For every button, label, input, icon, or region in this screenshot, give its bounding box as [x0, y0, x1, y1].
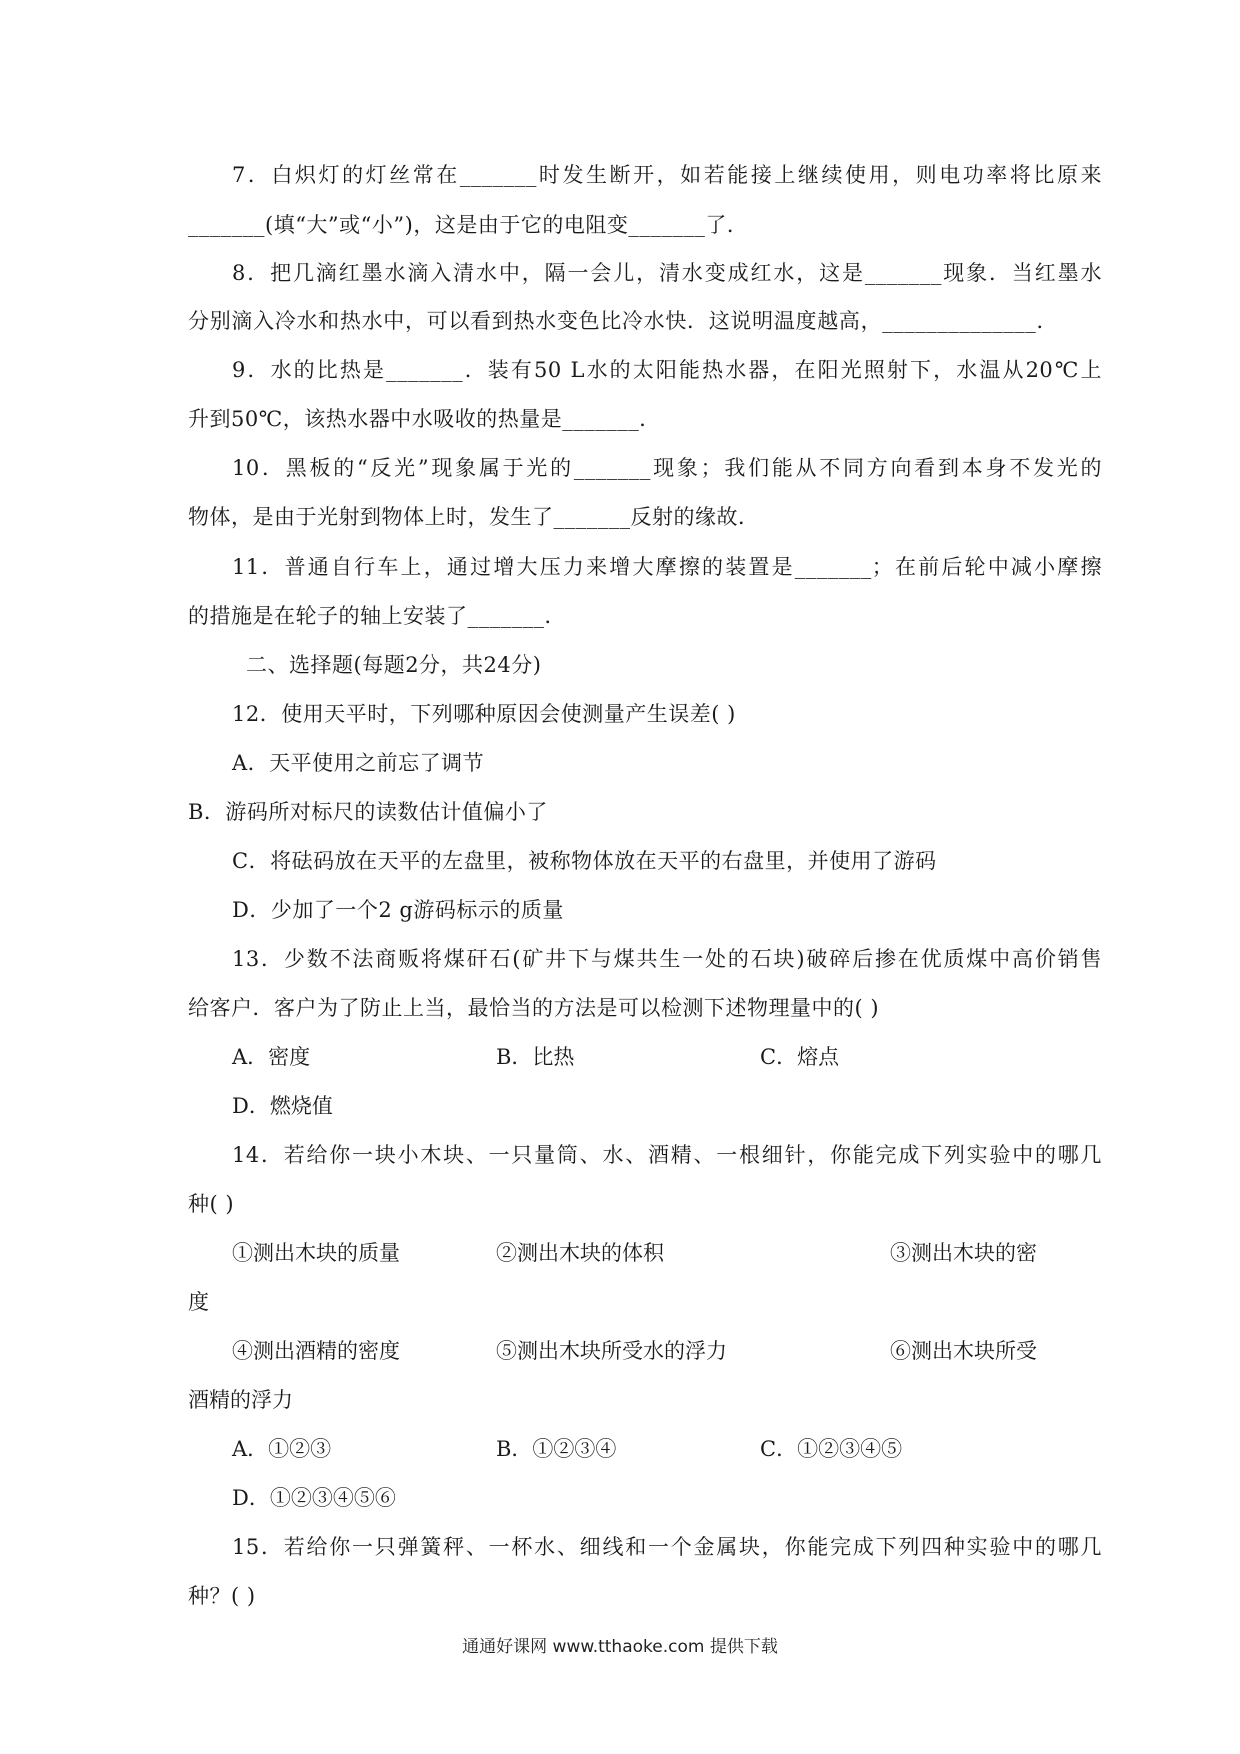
- q14-item-1: ①测出木块的质量: [232, 1241, 400, 1265]
- q13-option-a: A．密度: [232, 1045, 311, 1069]
- page-footer: 通通好课网 www.tthaoke.com 提供下载: [462, 1637, 778, 1657]
- q14-item-6-continued: 酒精的浮力: [188, 1388, 293, 1412]
- q14-item-3: ③测出木块的密: [890, 1241, 1037, 1265]
- q15-line1: 15．若给你一只弹簧秤、一杯水、细线和一个金属块，你能完成下列四种实验中的哪几: [232, 1535, 1102, 1559]
- q13-line2: 给客户．客户为了防止上当，最恰当的方法是可以检测下述物理量中的( ): [188, 996, 880, 1020]
- section-title-multiple-choice: 二、选择题(每题2分，共24分): [246, 653, 542, 677]
- q14-item-5: ⑤测出木块所受水的浮力: [496, 1339, 727, 1363]
- q7-line2: _______(填“大”或“小”)，这是由于它的电阻变_______了．: [188, 213, 749, 237]
- q12-option-a: A．天平使用之前忘了调节: [232, 751, 485, 775]
- q14-item-4: ④测出酒精的密度: [232, 1339, 400, 1363]
- q10-line1: 10．黑板的“反光”现象属于光的_______现象；我们能从不同方向看到本身不发光的: [232, 456, 1102, 480]
- q11-line1: 11．普通自行车上，通过增大压力来增大摩擦的装置是_______；在前后轮中减小摩擦: [232, 555, 1102, 579]
- q13-option-d: D．燃烧值: [232, 1094, 333, 1118]
- q14-item-6: ⑥测出木块所受: [890, 1339, 1037, 1363]
- q15-line2: 种？( ): [188, 1584, 256, 1608]
- q13-option-c: C．熔点: [760, 1045, 840, 1069]
- q10-line2: 物体，是由于光射到物体上时，发生了_______反射的缘故．: [188, 505, 760, 529]
- q14-item-3-continued: 度: [188, 1290, 209, 1314]
- q14-item-2: ②测出木块的体积: [496, 1241, 664, 1265]
- q13-option-b: B．比热: [496, 1045, 575, 1069]
- q14-line1: 14．若给你一块小木块、一只量筒、水、酒精、一根细针，你能完成下列实验中的哪几: [232, 1143, 1102, 1167]
- q14-option-a: A．①②③: [232, 1437, 332, 1461]
- q14-line2: 种( ): [188, 1192, 235, 1216]
- q14-option-c: C．①②③④⑤: [760, 1437, 903, 1461]
- q12-stem: 12．使用天平时，下列哪种原因会使测量产生误差( ): [232, 702, 736, 726]
- q13-line1: 13．少数不法商贩将煤矸石(矿井下与煤共生一处的石块)破碎后掺在优质煤中高价销售: [232, 947, 1102, 971]
- q12-option-d: D．少加了一个2 g游码标示的质量: [232, 898, 564, 922]
- q7-line1: 7．白炽灯的灯丝常在_______时发生断开，如若能接上继续使用，则电功率将比原来: [232, 163, 1102, 187]
- q12-option-c: C．将砝码放在天平的左盘里，被称物体放在天平的右盘里，并使用了游码: [232, 849, 937, 873]
- q8-line1: 8．把几滴红墨水滴入清水中，隔一会儿，清水变成红水，这是_______现象．当红墨水: [232, 261, 1102, 285]
- q14-option-d: D．①②③④⑤⑥: [232, 1486, 396, 1510]
- q9-line1: 9．水的比热是_______．装有50 L水的太阳能热水器，在阳光照射下，水温从20℃上: [232, 358, 1102, 382]
- q11-line2: 的措施是在轮子的轴上安装了_______．: [188, 604, 566, 628]
- q12-option-b: B．游码所对标尺的读数估计值偏小了: [188, 800, 548, 824]
- q9-line2: 升到50℃，该热水器中水吸收的热量是_______．: [188, 407, 661, 431]
- q8-line2: 分别滴入冷水和热水中，可以看到热水变色比冷水快．这说明温度越高，______________．: [188, 309, 1058, 333]
- q14-option-b: B．①②③④: [496, 1437, 617, 1461]
